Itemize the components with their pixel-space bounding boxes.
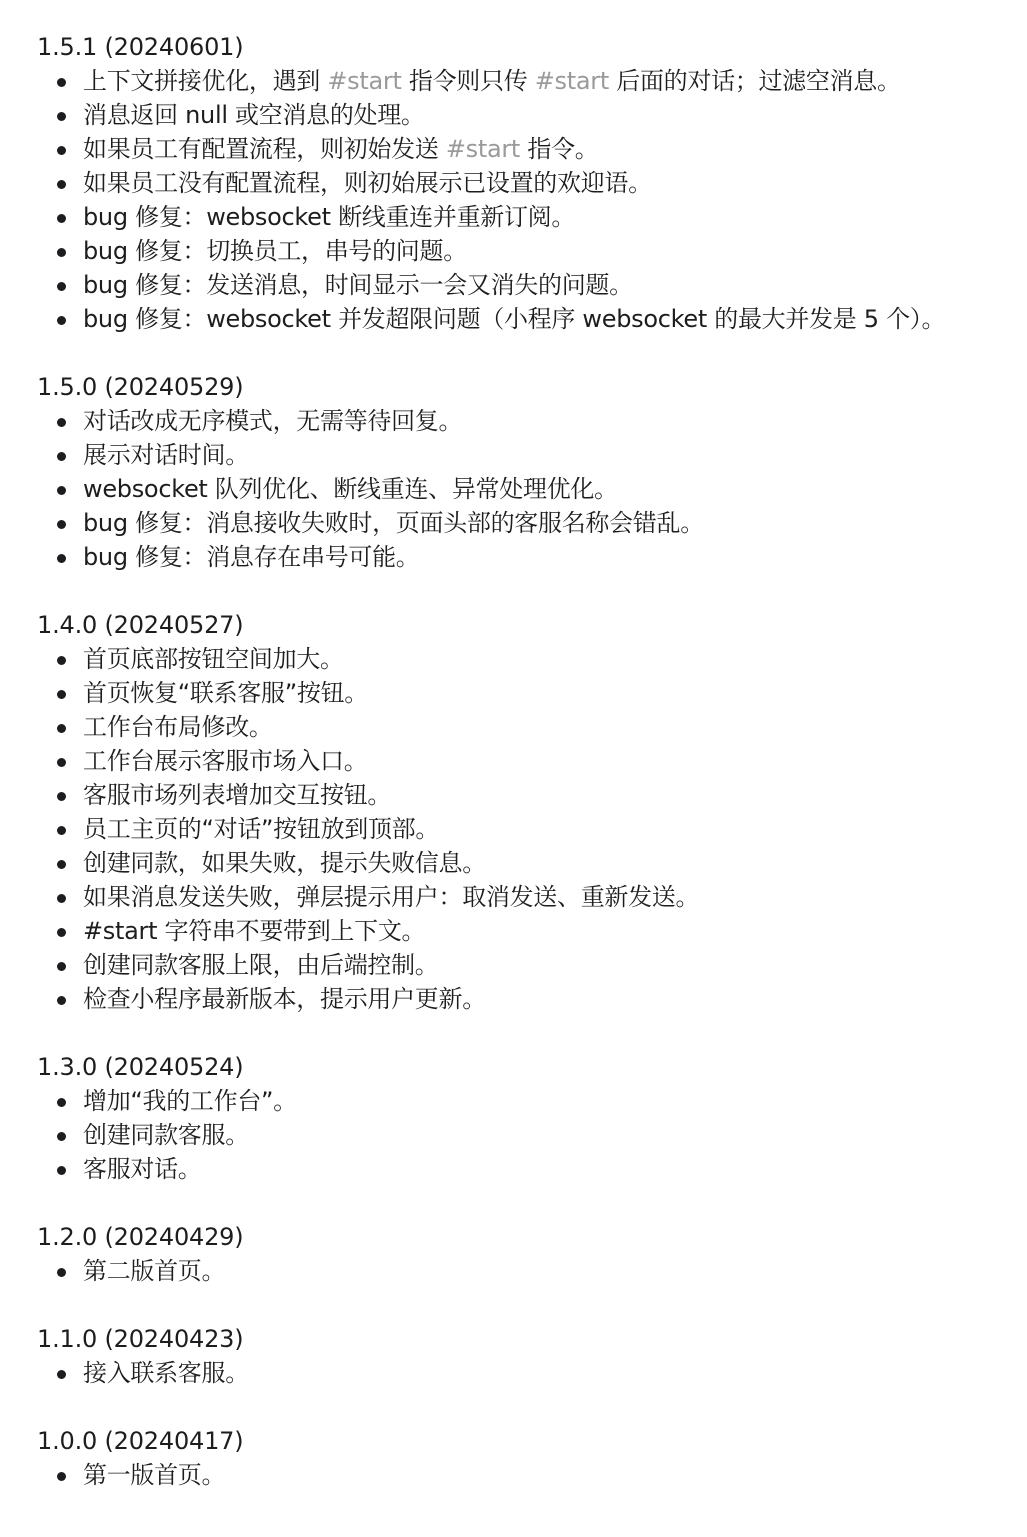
change-text: bug 修复：websocket 断线重连并重新订阅。	[83, 203, 576, 231]
version-section	[37, 1220, 1017, 1288]
change-text: 指令。	[520, 135, 599, 163]
change-text: 创建同款客服上限，由后端控制。	[83, 951, 439, 979]
version-date: 20240527	[113, 611, 235, 639]
change-item	[37, 268, 1017, 302]
change-item	[37, 472, 1017, 506]
change-item	[37, 846, 1017, 880]
change-text: 上下文拼接优化，遇到	[83, 67, 328, 95]
change-text: 第二版首页。	[83, 1257, 226, 1285]
command-token: #start	[327, 67, 402, 95]
change-item	[37, 982, 1017, 1016]
change-list	[37, 1458, 1017, 1492]
version-number: 1.2.0	[37, 1223, 98, 1251]
change-text: 工作台展示客服市场入口。	[83, 747, 368, 775]
version-number: 1.1.0	[37, 1325, 98, 1353]
change-item	[37, 948, 1017, 982]
command-token: #start	[534, 67, 609, 95]
change-item	[37, 98, 1017, 132]
version-section	[37, 608, 1017, 1016]
version-header: 1.3.0 (20240524)	[37, 1053, 244, 1081]
change-item	[37, 914, 1017, 948]
change-text: 指令则只传	[401, 67, 535, 95]
change-text: 第一版首页。	[83, 1461, 226, 1489]
change-text: bug 修复：websocket 并发超限问题（小程序 websocket 的最大并发是 5 个）。	[83, 305, 946, 333]
change-list	[37, 1254, 1017, 1288]
change-text: 客服市场列表增加交互按钮。	[83, 781, 392, 809]
change-text: 对话改成无序模式，无需等待回复。	[83, 407, 463, 435]
change-item	[37, 676, 1017, 710]
change-item	[37, 234, 1017, 268]
change-text: 如果消息发送失败，弹层提示用户：取消发送、重新发送。	[83, 883, 700, 911]
version-section	[37, 370, 1017, 574]
version-date: 20240529	[113, 373, 235, 401]
change-text: 首页底部按钮空间加大。	[83, 645, 344, 673]
change-item	[37, 1458, 1017, 1492]
change-text: 后面的对话；过滤空消息。	[608, 67, 901, 95]
change-text: 客服对话。	[83, 1155, 202, 1183]
change-text: 消息返回 null 或空消息的处理。	[83, 101, 425, 129]
version-header: 1.0.0 (20240417)	[37, 1427, 244, 1455]
change-item	[37, 812, 1017, 846]
change-text: 增加“我的工作台”。	[83, 1087, 297, 1115]
change-text: 如果员工没有配置流程，则初始展示已设置的欢迎语。	[83, 169, 652, 197]
change-item	[37, 540, 1017, 574]
change-item	[37, 1084, 1017, 1118]
change-item	[37, 710, 1017, 744]
change-text: 接入联系客服。	[83, 1359, 249, 1387]
change-list	[37, 642, 1017, 1016]
change-text: #start 字符串不要带到上下文。	[83, 917, 426, 945]
version-section	[37, 1050, 1017, 1186]
change-text: 创建同款，如果失败，提示失败信息。	[83, 849, 486, 877]
change-text: 工作台布局修改。	[83, 713, 273, 741]
change-list	[37, 1084, 1017, 1186]
change-item	[37, 778, 1017, 812]
change-text: 展示对话时间。	[83, 441, 249, 469]
change-text: bug 修复：消息存在串号可能。	[83, 543, 420, 571]
change-text: 员工主页的“对话”按钮放到顶部。	[83, 815, 440, 843]
command-token: #start	[445, 135, 521, 163]
change-item	[37, 132, 1017, 166]
change-item	[37, 1152, 1017, 1186]
version-date: 20240423	[113, 1325, 235, 1353]
change-list	[37, 404, 1017, 574]
version-date: 20240601	[113, 33, 235, 61]
change-text: 首页恢复“联系客服”按钮。	[83, 679, 368, 707]
version-section	[37, 30, 1017, 336]
change-text: bug 修复：发送消息，时间显示一会又消失的问题。	[83, 271, 633, 299]
change-item	[37, 1118, 1017, 1152]
change-item	[37, 744, 1017, 778]
change-item	[37, 506, 1017, 540]
version-number: 1.0.0	[37, 1427, 98, 1455]
change-item	[37, 166, 1017, 200]
version-header: 1.5.1 (20240601)	[37, 33, 244, 61]
change-item	[37, 642, 1017, 676]
change-list	[37, 1356, 1017, 1390]
version-header: 1.2.0 (20240429)	[37, 1223, 244, 1251]
change-item	[37, 64, 1017, 98]
change-item	[37, 880, 1017, 914]
change-text: bug 修复：切换员工，串号的问题。	[83, 237, 467, 265]
change-item	[37, 438, 1017, 472]
change-text: 如果员工有配置流程，则初始发送	[83, 135, 446, 163]
change-text: 创建同款客服。	[83, 1121, 249, 1149]
version-date: 20240524	[113, 1053, 235, 1081]
change-item	[37, 404, 1017, 438]
change-text: 检查小程序最新版本，提示用户更新。	[83, 985, 486, 1013]
change-item	[37, 302, 1017, 336]
version-header: 1.5.0 (20240529)	[37, 373, 244, 401]
version-header: 1.1.0 (20240423)	[37, 1325, 244, 1353]
change-item	[37, 1254, 1017, 1288]
version-date: 20240429	[113, 1223, 235, 1251]
version-number: 1.5.0	[37, 373, 98, 401]
version-section	[37, 1322, 1017, 1390]
version-header: 1.4.0 (20240527)	[37, 611, 244, 639]
change-item	[37, 1356, 1017, 1390]
change-item	[37, 200, 1017, 234]
version-section	[37, 1424, 1017, 1492]
change-text: websocket 队列优化、断线重连、异常处理优化。	[83, 475, 618, 503]
changelog	[37, 30, 1017, 1526]
version-number: 1.5.1	[37, 33, 98, 61]
version-number: 1.4.0	[37, 611, 98, 639]
change-text: bug 修复：消息接收失败时，页面头部的客服名称会错乱。	[83, 509, 704, 537]
version-number: 1.3.0	[37, 1053, 98, 1081]
version-date: 20240417	[113, 1427, 235, 1455]
change-list	[37, 64, 1017, 336]
